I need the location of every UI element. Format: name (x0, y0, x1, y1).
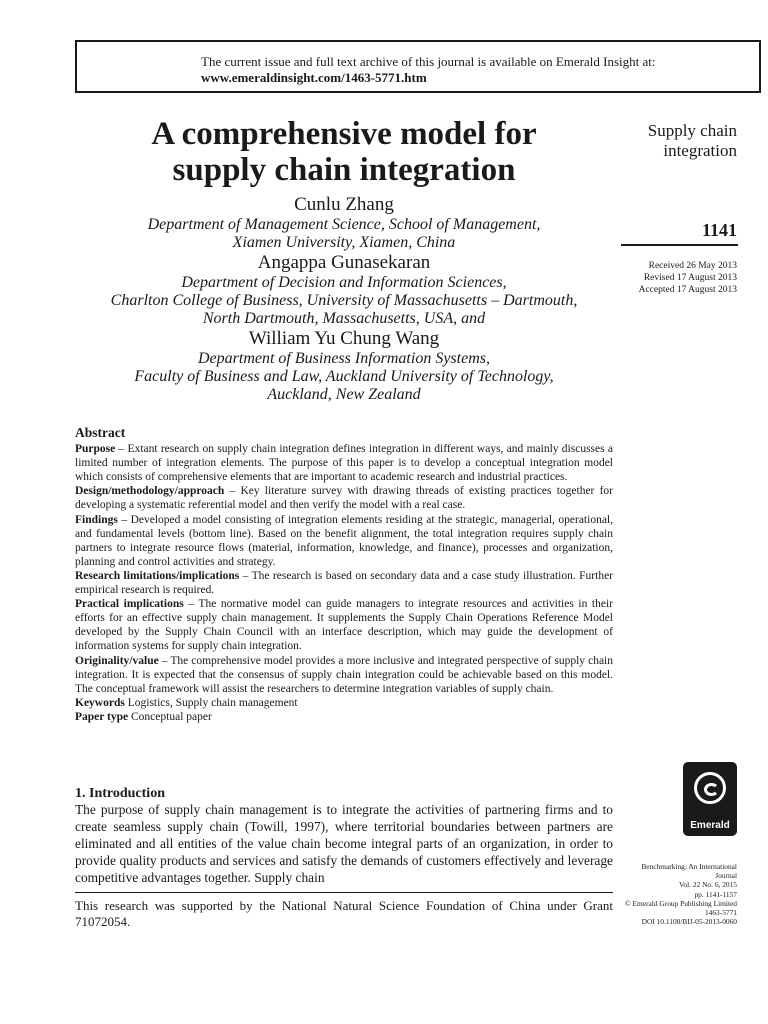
logo-wordmark: Emerald (690, 820, 730, 831)
section-text: Conceptual paper (128, 710, 212, 723)
abstract-purpose (75, 442, 613, 484)
author-affiliation: Faculty of Business and Law, Auckland University of Technology, (134, 368, 554, 385)
paper-title (75, 116, 613, 188)
author-name: William Yu Chung Wang (248, 328, 440, 349)
title-line-2: supply chain integration (172, 152, 516, 188)
section-text: – Key literature survey with drawing threads of existing practices together for developing a systematic referential model and then verify the model with a real case. (75, 485, 613, 512)
author-affiliation: Department of Management Science, School of Management, (147, 216, 541, 233)
author-name: Cunlu Zhang (294, 194, 394, 215)
section-label: Practical implications (75, 598, 184, 611)
section-text: – The normative model can guide managers to integrate resources and activities in their efforts for an effective supply chain management. It supplements the Supply Chain Operations Reference Model developed by the Supply Chain Council with an interface description, which may guide the development of information systems for supply chain integration. (75, 598, 613, 653)
volume-info: Vol. 22 No. 6, 2015 (679, 880, 737, 890)
author-name: Angappa Gunasekaran (257, 252, 431, 273)
section-label: Paper type (75, 710, 129, 723)
accepted-date: Accepted 17 August 2013 (638, 285, 737, 295)
section-label: Originality/value (75, 654, 159, 667)
issn: 1463-5771 (704, 908, 737, 918)
introduction-text: The purpose of supply chain management is to integrate the activities of partnering firms and to create seamless supply chain (Towill, 1997), where territorial boundaries between partners are eliminated and all entities of the value chain become integral parts of an organization, in order to provide quality products and services and satisfy the demands of customers effectively and leverage competitive advantages together. Supply chain (75, 802, 613, 885)
introduction-heading: 1. Introduction (75, 786, 165, 801)
abstract-heading: Abstract (75, 425, 126, 440)
funding-footnote: This research was supported by the National Natural Science Foundation of China under Grant 71072054. (75, 898, 613, 929)
copyright: © Emerald Group Publishing Limited (625, 898, 737, 908)
running-title-line-1: Supply chain (647, 121, 737, 140)
footnote-divider (75, 892, 613, 893)
publication-info (607, 862, 737, 926)
section-text: – The research is based on secondary data and a case study illustration. Further empirical research is required. (75, 569, 614, 597)
abstract-keywords (75, 696, 613, 710)
abstract-originality (75, 654, 613, 696)
author-affiliation: Department of Business Information Systems, (198, 350, 490, 367)
running-title-line-2: integration (663, 141, 737, 160)
page-range: pp. 1141-1157 (694, 889, 737, 899)
notice-text: The current issue and full text archive of this journal is available on Emerald Insight at: (201, 54, 656, 69)
section-text: – The comprehensive model provides a more inclusive and integrated perspective of supply chain integration. It is expected that the consensus of supply chain integration could be achievable based on this model. The conceptual framework will assist the researchers to determine integration variables of supply chain. (75, 654, 613, 695)
doi: DOI 10.1108/BIJ-05-2013-0060 (641, 917, 737, 927)
journal-name: Benchmarking: An International (641, 862, 737, 871)
abstract-design (75, 484, 613, 512)
emerald-logo (683, 762, 737, 836)
abstract-paper-type (75, 710, 613, 724)
margin-divider (621, 244, 738, 246)
abstract (75, 426, 613, 724)
section-label: Purpose (75, 443, 116, 456)
section-label: Findings (75, 513, 118, 526)
running-title (577, 121, 737, 161)
section-label: Design/methodology/approach (75, 485, 225, 498)
revised-date: Revised 17 August 2013 (643, 273, 737, 283)
page-number: 1141 (701, 220, 737, 240)
journal-name-cont: Journal (715, 871, 737, 881)
author-affiliation: Auckland, New Zealand (267, 386, 421, 403)
section-label: Keywords (75, 696, 125, 709)
author-affiliation: Department of Decision and Information Sciences, (181, 274, 507, 291)
author-affiliation: Charlton College of Business, University of Massachusetts – Dartmouth, (110, 292, 578, 309)
author-block (75, 194, 613, 404)
history-dates (639, 260, 737, 296)
notice-url-link[interactable]: www.emeraldinsight.com/1463-5771.htm (201, 70, 427, 85)
section-text: – Developed a model consisting of integration elements residing at the strategic, managerial, operational, and fundamental levels (bottom line). Based on the benefit alignment, the total integration requires supply chain partners to integrate resource flows (material, information, knowledge, and finance), processes and organization, planning and control activities and strategy. (75, 513, 613, 568)
received-date: Received 26 May 2013 (648, 261, 737, 271)
abstract-limitations (75, 569, 613, 597)
section-text: – Extant research on supply chain integration defines integration in different ways, and mainly discusses a limited number of integration elements. The purpose of this paper is to develop a conceptual integration model which consists of comprehensive elements that are important to academic research and industrial practices. (75, 443, 613, 484)
section-text: Logistics, Supply chain management (124, 696, 298, 709)
author-affiliation: Xiamen University, Xiamen, China (232, 234, 456, 251)
abstract-practical (75, 597, 613, 653)
journal-access-notice (75, 40, 761, 93)
abstract-findings (75, 513, 613, 569)
author-affiliation: North Dartmouth, Massachusetts, USA, and (202, 310, 486, 327)
title-line-1: A comprehensive model for (151, 116, 537, 152)
section-label: Research limitations/implications (75, 569, 240, 582)
emerald-e-icon (694, 772, 726, 804)
